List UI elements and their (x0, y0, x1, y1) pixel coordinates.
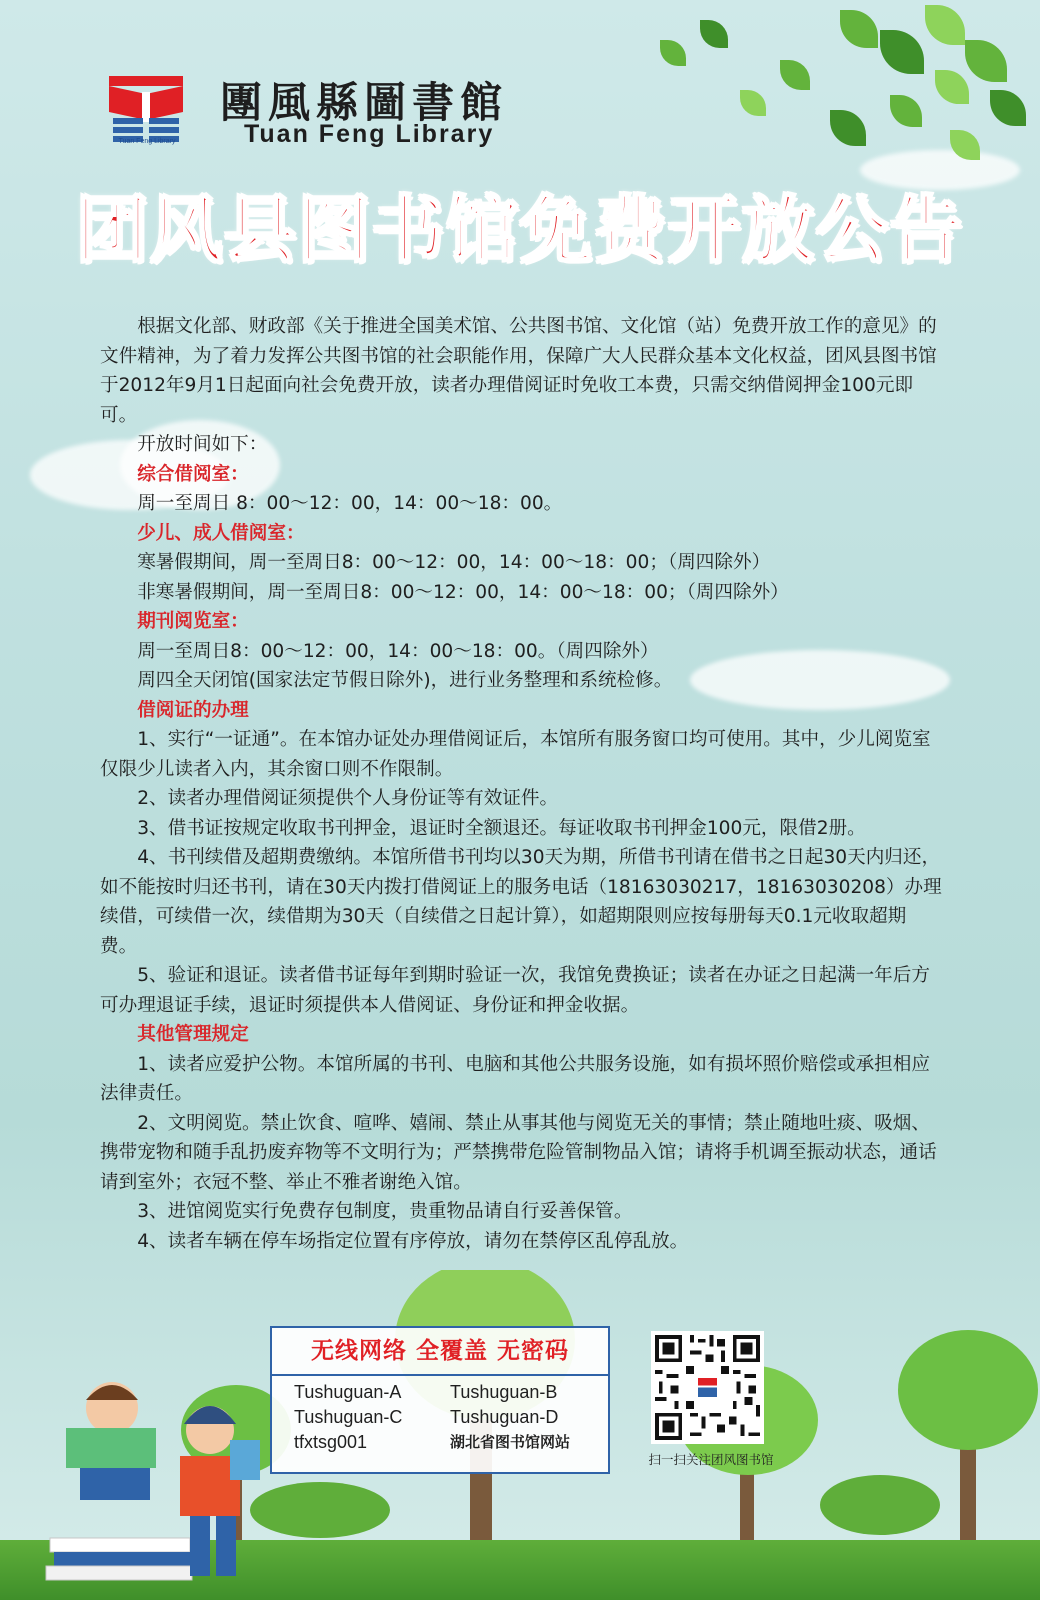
hours-line: 周一至周日8：00～12：00，14：00～18：00。（周四除外） (137, 640, 659, 662)
list-item: 4、读者车辆在停车场指定位置有序停放，请勿在禁停区乱停乱放。 (137, 1230, 689, 1252)
section-heading-rules: 其他管理规定 (137, 1024, 249, 1045)
hours-label: 开放时间如下： (137, 434, 268, 455)
logo-caption: Tuan Feng Library (118, 138, 176, 145)
list-item: 3、进馆阅览实行免费存包制度，贵重物品请自行妥善保管。 (137, 1201, 633, 1222)
children-reading-illustration (40, 1370, 280, 1600)
wifi-network-name: tfxtsg001 (294, 1432, 368, 1452)
wifi-network-name: Tushuguan-C (294, 1407, 403, 1427)
hours-line: 寒暑假期间，周一至周日8：00～12：00，14：00～18：00；（周四除外） (137, 552, 771, 573)
notice-body (100, 312, 942, 1256)
qr-code[interactable] (651, 1331, 764, 1444)
wifi-network-name: Tushuguan-B (450, 1382, 558, 1402)
library-name-en: Tuan Feng Library (244, 120, 495, 148)
wifi-network-name: Tushuguan-D (450, 1407, 559, 1427)
list-item: 2、读者办理借阅证须提供个人身份证等有效证件。 (137, 788, 559, 809)
list-item: 3、借书证按规定收取书刊押金，退证时全额退还。每证收取书刊押金100元，限借2册。 (137, 817, 866, 839)
wifi-title: 无线网络 全覆盖 无密码 (272, 1328, 608, 1376)
list-item: 4、书刊续借及超期费缴纳。本馆所借书刊均以30天为期，所借书刊请在借书之日起30天内归还，如不能按时归还书刊，请在30天内拨打借阅证上的服务电话（18163030217，18163030208）办理续借，可续借一次，续借期为30天（自续借之日起计算），如超期限则应按每册每天0.1元收取超期费。 (100, 847, 942, 957)
wifi-info-box (270, 1326, 610, 1474)
hours-line: 周一至周日 8：00～12：00，14：00～18：00。 (137, 493, 563, 514)
list-item: 1、实行“一证通”。在本馆办证处办理借阅证后，本馆所有服务窗口均可使用。其中，少儿阅览室仅限少儿读者入内，其余窗口则不作限制。 (100, 729, 931, 780)
section-heading-general-room: 综合借阅室： (137, 463, 249, 485)
page-title: 团风县图书馆免费开放公告 (75, 188, 964, 272)
list-item: 2、文明阅览。禁止饮食、喧哗、嬉闹、禁止从事其他与阅览无关的事情；禁止随地吐痰、吸烟、携带宠物和随手乱扔废弃物等不文明行为；严禁携带危险管制物品入馆；请将手机调至振动状态，通话请到室外；衣冠不整、举止不雅者谢绝入馆。 (100, 1112, 937, 1193)
library-website-label: 湖北省图书馆网站 (450, 1433, 571, 1451)
qr-caption: 扫一扫关注团风图书馆 (648, 1452, 774, 1467)
list-item: 5、验证和退证。读者借书证每年到期时验证一次，我馆免费换证；读者在办证之日起满一年后方可办理退证手续，退证时须提供本人借阅证、身份证和押金收据。 (100, 965, 930, 1016)
section-heading-children-adult-room: 少儿、成人借阅室： (137, 522, 305, 544)
intro-paragraph: 根据文化部、财政部《关于推进全国美术馆、公共图书馆、文化馆（站）免费开放工作的意见》的文件精神，为了着力发挥公共图书馆的社会职能作用，保障广大人民群众基本文化权益，团风县图书馆于2012年9月1日起面向社会免费开放，读者办理借阅证时免收工本费，只需交纳借阅押金100元即可。 (100, 316, 937, 426)
list-item: 1、读者应爱护公物。本馆所属的书刊、电脑和其他公共服务设施，如有损坏照价赔偿或承担相应法律责任。 (100, 1053, 930, 1104)
hours-line: 非寒暑假期间，周一至周日8：00～12：00，14：00～18：00；（周四除外） (137, 581, 789, 603)
wifi-network-name: Tushuguan-A (294, 1382, 402, 1402)
library-name-cn: 團風縣圖書館 (220, 78, 509, 127)
closure-note: 周四全天闭馆(国家法定节假日除外)，进行业务整理和系统检修。 (137, 670, 673, 691)
section-heading-card: 借阅证的办理 (137, 699, 249, 721)
section-heading-periodical-room: 期刊阅览室： (137, 611, 249, 632)
